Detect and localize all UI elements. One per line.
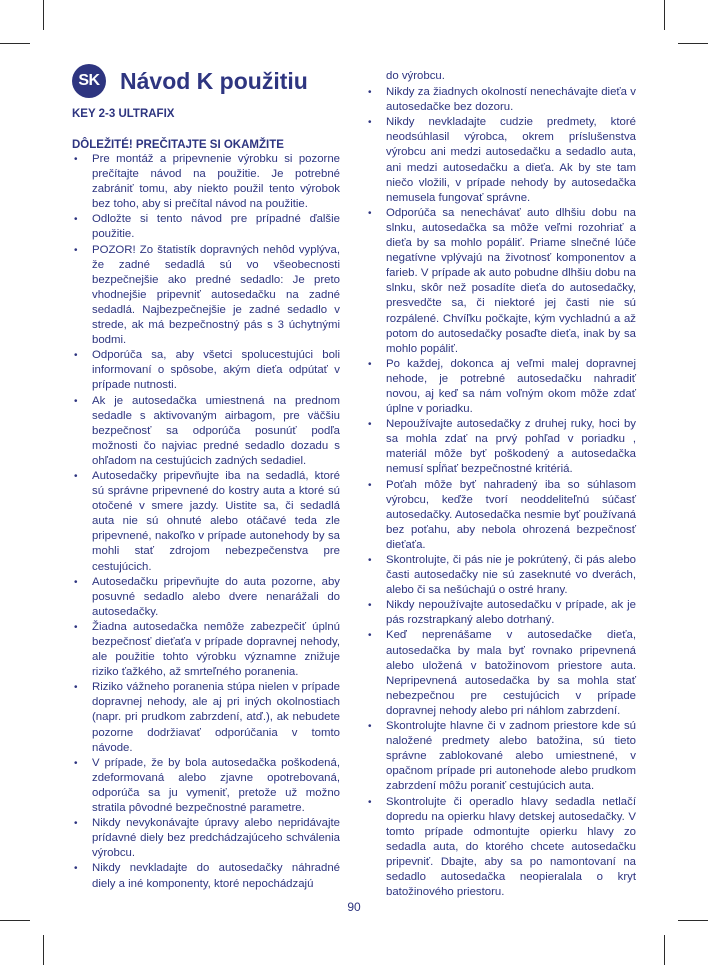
list-item: • Ak je autosedačka umiestnená na prednom sedadle s aktivovaným airbagom, pre väčšiu bezpečnosť sa odporúča posunúť podľa možnosti čo najviac predné sedadlo dozadu s ohľadom na cestujúcich zadných sedadiel. bbox=[72, 394, 340, 469]
list-item: • Skontrolujte, či pás nie je pokrútený, či pás alebo časti autosedačky nie sú zaseknuté vo dverách, alebo či sa nešúchajú o ostré hrany. bbox=[366, 553, 636, 598]
page-number: 90 bbox=[347, 900, 361, 914]
crop-mark bbox=[664, 0, 665, 30]
list-item: • Odporúča sa, aby všetci spolucestujúci boli informovaní o spôsobe, akým dieťa odpútať v prípade nutnosti. bbox=[72, 348, 340, 393]
list-item: • Nikdy nevkladajte do autosedačky náhradné diely a iné komponenty, ktoré nepochádzajú bbox=[72, 861, 340, 891]
crop-mark bbox=[678, 43, 708, 44]
crop-mark bbox=[43, 0, 44, 30]
language-badge: SK bbox=[72, 64, 106, 98]
list-item: • Žiadna autosedačka nemôže zabezpečiť úplnú bezpečnosť dieťaťa v prípade dopravnej nehody, ale použitie tohto výrobku významne znižuje riziko ťažkého, až smrteľného poranenia. bbox=[72, 620, 340, 680]
right-column bbox=[366, 69, 636, 900]
model-name: KEY 2-3 ULTRAFIX bbox=[72, 108, 175, 120]
list-item: • Autosedačku pripevňujte do auta pozorne, aby posuvné sedadlo alebo dvere nenarážali do autosedačky. bbox=[72, 575, 340, 620]
warning-heading: DÔLEŽITÉ! PREČITAJTE SI OKAMŽITE bbox=[72, 139, 284, 151]
left-bullet-list bbox=[72, 152, 340, 892]
list-item: • V prípade, že by bola autosedačka poškodená, zdeformovaná alebo zjavne opotrebovaná, odporúča sa ju vymeniť, pretože už možno stratila pôvodné bezpečnostné parametre. bbox=[72, 756, 340, 816]
page-title: Návod K použitiu bbox=[120, 67, 308, 94]
crop-mark bbox=[0, 43, 30, 44]
list-item: • Pre montáž a pripevnenie výrobku si pozorne prečítajte návod na použitie. Je potrebné zabrániť tomu, aby niekto použil tento výrobok bez toho, aby si prečítal návod na použitie. bbox=[72, 152, 340, 212]
crop-mark bbox=[43, 935, 44, 965]
list-item: • Poťah môže byť nahradený iba so súhlasom výrobcu, keďže tvorí neoddeliteľnú súčasť autosedačky. Autosedačka nesmie byť používaná bez poťahu, aby nebola ohrozená bezpečnosť dieťaťa. bbox=[366, 478, 636, 553]
list-item: • Nikdy nevkladajte cudzie predmety, ktoré neodsúhlasil výrobca, okrem príslušenstva výrobcu ani medzi autosedačku a sedadlo auta, ani medzi autosedačku a dieťa. Ak by ste tam niečo vložili, v prípade nehody by autosedačka nemusela fungovať správne. bbox=[366, 115, 636, 206]
list-item: • Nikdy nepoužívajte autosedačku v prípade, ak je pás rozstrapkaný alebo dotrhaný. bbox=[366, 598, 636, 628]
list-item: • Skontrolujte či operadlo hlavy sedadla netlačí dopredu na opierku hlavy detskej autosedačky. V tomto prípade odmontujte opierku hlavy zo sedadla auta, do ktorého chcete autosedačku pripevniť. Dbajte, aby sa po namontovaní na sedadlo autosedačka neopieralala o kryt batožinového priestoru. bbox=[366, 795, 636, 901]
right-bullet-list bbox=[366, 85, 636, 900]
list-item: • Nikdy nevykonávajte úpravy alebo nepridávajte prídavné diely bez predchádzajúceho schválenia výrobcu. bbox=[72, 816, 340, 861]
crop-mark bbox=[678, 920, 708, 921]
list-item: • Keď neprenášame v autosedačke dieťa, autosedačka by mala byť rovnako pripevnená alebo uložená v batožinovom priestore auta. Nepripevnená autosedačka by sa mohla stať nebezpečnou pre cestujúcich v prípade dopravnej nehody alebo pri náhlom zabrzdení. bbox=[366, 628, 636, 719]
list-item: • Po každej, dokonca aj veľmi malej dopravnej nehode, je potrebné autosedačku nahradiť novou, aj keď sa nám voľným okom môže zdať úplne v poriadku. bbox=[366, 357, 636, 417]
list-item: • Riziko vážneho poranenia stúpa nielen v prípade dopravnej nehody, ale aj pri iných okolnostiach (napr. pri prudkom zabrzdení, atď.), ak nebudete pozorne dodržiavať odporúčania v tomto návode. bbox=[72, 680, 340, 755]
page-header bbox=[72, 64, 308, 98]
crop-mark bbox=[0, 920, 30, 921]
crop-mark bbox=[664, 935, 665, 965]
list-item: • Nikdy za žiadnych okolností nenechávajte dieťa v autosedačke bez dozoru. bbox=[366, 85, 636, 115]
list-item: • Nepoužívajte autosedačky z druhej ruky, hoci by sa mohla zdať na prvý pohľad v poriadku , materiál môže byť poškodený a autosedačka nemusí spĺňať bezpečnostné kritériá. bbox=[366, 417, 636, 477]
list-item: • POZOR! Zo štatistík dopravných nehôd vyplýva, že zadné sedadlá sú vo všeobecnosti bezpečnejšie ako predné sedadlo: Je preto vhodnejšie pripevniť autosedačku na zadné sedadlá. Najbezpečnejšie je zadné sedadlo v strede, ak má bezpečnostný pás s 3 úchytnými bodmi. bbox=[72, 243, 340, 349]
continued-text: do výrobcu. bbox=[386, 70, 445, 82]
list-item: • Odložte si tento návod pre prípadné ďalšie použitie. bbox=[72, 212, 340, 242]
list-item: • Skontrolujte hlavne či v zadnom priestore kde sú naložené predmety alebo batožina, sú tieto správne zablokované alebo umiestnené, v opačnom prípade pri autonehode alebo prudkom zabrzdení môžu poraniť cestujúcich auta. bbox=[366, 719, 636, 794]
list-item: • Autosedačky pripevňujte iba na sedadlá, ktoré sú správne pripevnené do kostry auta a ktoré sú otočené v smere jazdy. Uistite sa, či sedadlá auta nie sú ohnuté alebo otáčavé teda zle pripevnené, nakoľko v prípade autonehody by sa mohli stať zdrojom nebezpečenstva pre cestujúcich. bbox=[72, 469, 340, 575]
left-column bbox=[72, 152, 340, 892]
list-item: • Odporúča sa nenechávať auto dlhšiu dobu na slnku, autosedačka sa môže veľmi rozohriať a dieťa by sa mohlo popáliť. Priame slnečné lúče negatívne vplývajú na životnosť komponentov a farieb. V prípade ak auto pobudne dlhšiu dobu na slnku, skôr než posadíte dieťa do autosedačky, presvedčte sa, či niektoré jej časti nie sú rozpálené. Chvíľku počkajte, kým vychladnú a až potom do autosedačky posaďte dieťa, inak by sa mohlo popáliť. bbox=[366, 206, 636, 357]
